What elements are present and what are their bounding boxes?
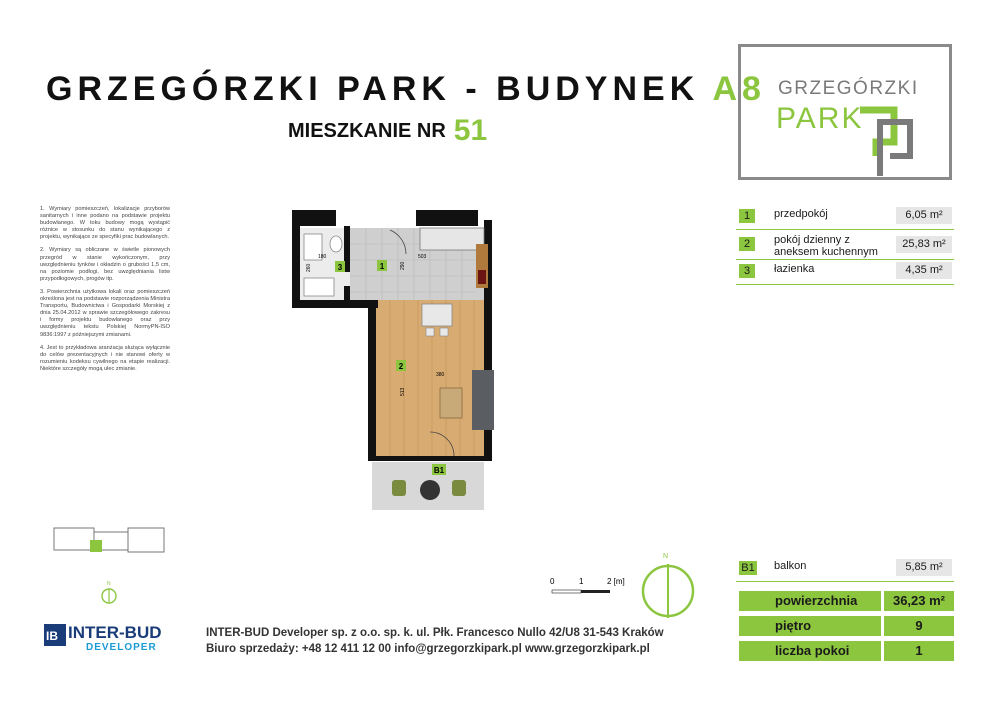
summary-label: powierzchnia (739, 591, 881, 611)
developer-name: INTER-BUD (68, 623, 162, 642)
page-title: GRZEGÓRZKI PARK - BUDYNEK A8 (46, 70, 766, 108)
room-row (736, 206, 954, 230)
room-area: 25,83 m² (896, 236, 952, 253)
apartment-highlight (90, 540, 102, 552)
summary-value: 36,23 m² (884, 591, 954, 611)
room-name: łazienka (774, 263, 815, 275)
developer-subtitle: DEVELOPER (86, 642, 157, 653)
summary-rooms-row (739, 641, 954, 661)
toilet (330, 236, 342, 252)
sofa (472, 370, 494, 430)
apartment-number: 51 (453, 114, 488, 147)
summary-floor-row (739, 616, 954, 636)
floor-plan (280, 200, 510, 520)
summary-value: 1 (884, 641, 954, 661)
footer-contact: Biuro sprzedaży: +48 12 411 12 00 info@grzegorzkipark.pl www.grzegorzkipark.pl (206, 643, 650, 655)
room-label-1: 1 (379, 262, 385, 271)
logo-text-line2: PARK (776, 102, 864, 135)
room-name: przedpokój (774, 208, 828, 220)
kitchen-counter (420, 228, 484, 250)
scale-tick-0: 0 (550, 577, 555, 586)
apartment-heading: MIESZKANIE NR 51 (288, 114, 488, 147)
scale-tick-1: 1 (579, 577, 584, 586)
divider (736, 259, 954, 260)
summary-area-row (739, 591, 954, 611)
dimension-label: 180 (318, 254, 327, 260)
logo-glyph: IB (46, 629, 58, 643)
note: 3. Powierzchnia użytkowa lokali oraz pomieszczeń określona jest na podstawie rozporządzenia Ministra Transportu, Budownictwa i Gospodarki Morskiej z dnia 25.04.2012 w sprawie szczegółowego zakresu i formy projektu budowlanego oraz przy uwzględnieniu tekstu Polskiej NormyPN-ISO 9836:1997 z późniejszymi zmianami. (40, 288, 170, 338)
room-label-3: 3 (337, 263, 343, 272)
room-name: pokój dzienny z aneksem kuchennym (774, 234, 878, 258)
compass-north-small: N (107, 581, 111, 587)
scale-tick-2: 2 [m] (607, 577, 625, 586)
chair (440, 328, 448, 336)
room-number: 2 (739, 237, 755, 251)
balcony-area: 5,85 m² (896, 559, 952, 576)
dimension-label: 513 (400, 387, 406, 396)
summary-value: 9 (884, 616, 954, 636)
coffee-table (440, 388, 462, 418)
compass-north: N (663, 553, 669, 560)
footer-company: INTER-BUD Developer sp. z o.o. sp. k. ul. Płk. Francesco Nullo 42/U8 31-543 Kraków (206, 627, 664, 639)
balcony-row (736, 558, 954, 582)
dimension-label: 260 (306, 263, 312, 272)
balcony-chair (392, 480, 406, 496)
notes-text (40, 206, 170, 379)
divider (736, 581, 954, 582)
balcony-chair (452, 480, 466, 496)
note: 4. Jest to przykładowa aranżacja służąca wyłącznie do celów prezentacyjnych i nie stanowi oferty w rozumieniu kodeksu cywilnego na etapie realizacji. Niektóre szczegóły mogą ulec zmianie. (40, 344, 170, 372)
room-row (736, 261, 954, 285)
balcony-number: B1 (739, 561, 757, 575)
key-plan (50, 522, 168, 560)
scale-bar (546, 576, 636, 598)
sink (304, 278, 334, 296)
note: 1. Wymiary pomieszczeń, lokalizacje przyborów sanitarnych i inne podano na podstawie projektu budowlanego. W toku budowy mogą wystąpić różnice w stosunku do stanu wynikającego z projektu, wynikające ze specyfiki prac budowlanych. (40, 206, 170, 241)
room-label-2: 2 (398, 362, 404, 371)
dimension-label: 290 (400, 261, 406, 270)
fridge (478, 270, 486, 284)
room-area: 4,35 m² (896, 262, 952, 279)
summary-label: liczba pokoi (739, 641, 881, 661)
dimension-label: 380 (436, 372, 445, 378)
divider (736, 284, 954, 285)
inter-bud-logo-icon (44, 624, 66, 646)
room-row (736, 232, 954, 260)
building-code: A8 (712, 70, 766, 108)
compass-icon (637, 550, 699, 620)
balcony-name: balkon (774, 560, 807, 572)
balcony-label: B1 (433, 466, 445, 475)
divider (736, 229, 954, 230)
logo-text-line1: GRZEGÓRZKI (778, 78, 919, 99)
logo-p-mark (850, 104, 920, 184)
dining-table (422, 304, 452, 326)
balcony-table (420, 480, 440, 500)
room-area: 6,05 m² (896, 207, 952, 224)
note: 2. Wymiary są obliczane w świetle pionowych przegród w stanie wykończonym, przy uwzględnieniu tynków i okładzin o grubości 1,5 cm, na poziomie podłogi, bez uwzględniania listw przypodłogowych, progów itp. (40, 247, 170, 282)
dimension-label: 503 (418, 254, 427, 260)
chair (426, 328, 434, 336)
compass-small-icon (100, 578, 122, 606)
summary-label: piętro (739, 616, 881, 636)
room-number: 3 (739, 264, 755, 278)
room-number: 1 (739, 209, 755, 223)
